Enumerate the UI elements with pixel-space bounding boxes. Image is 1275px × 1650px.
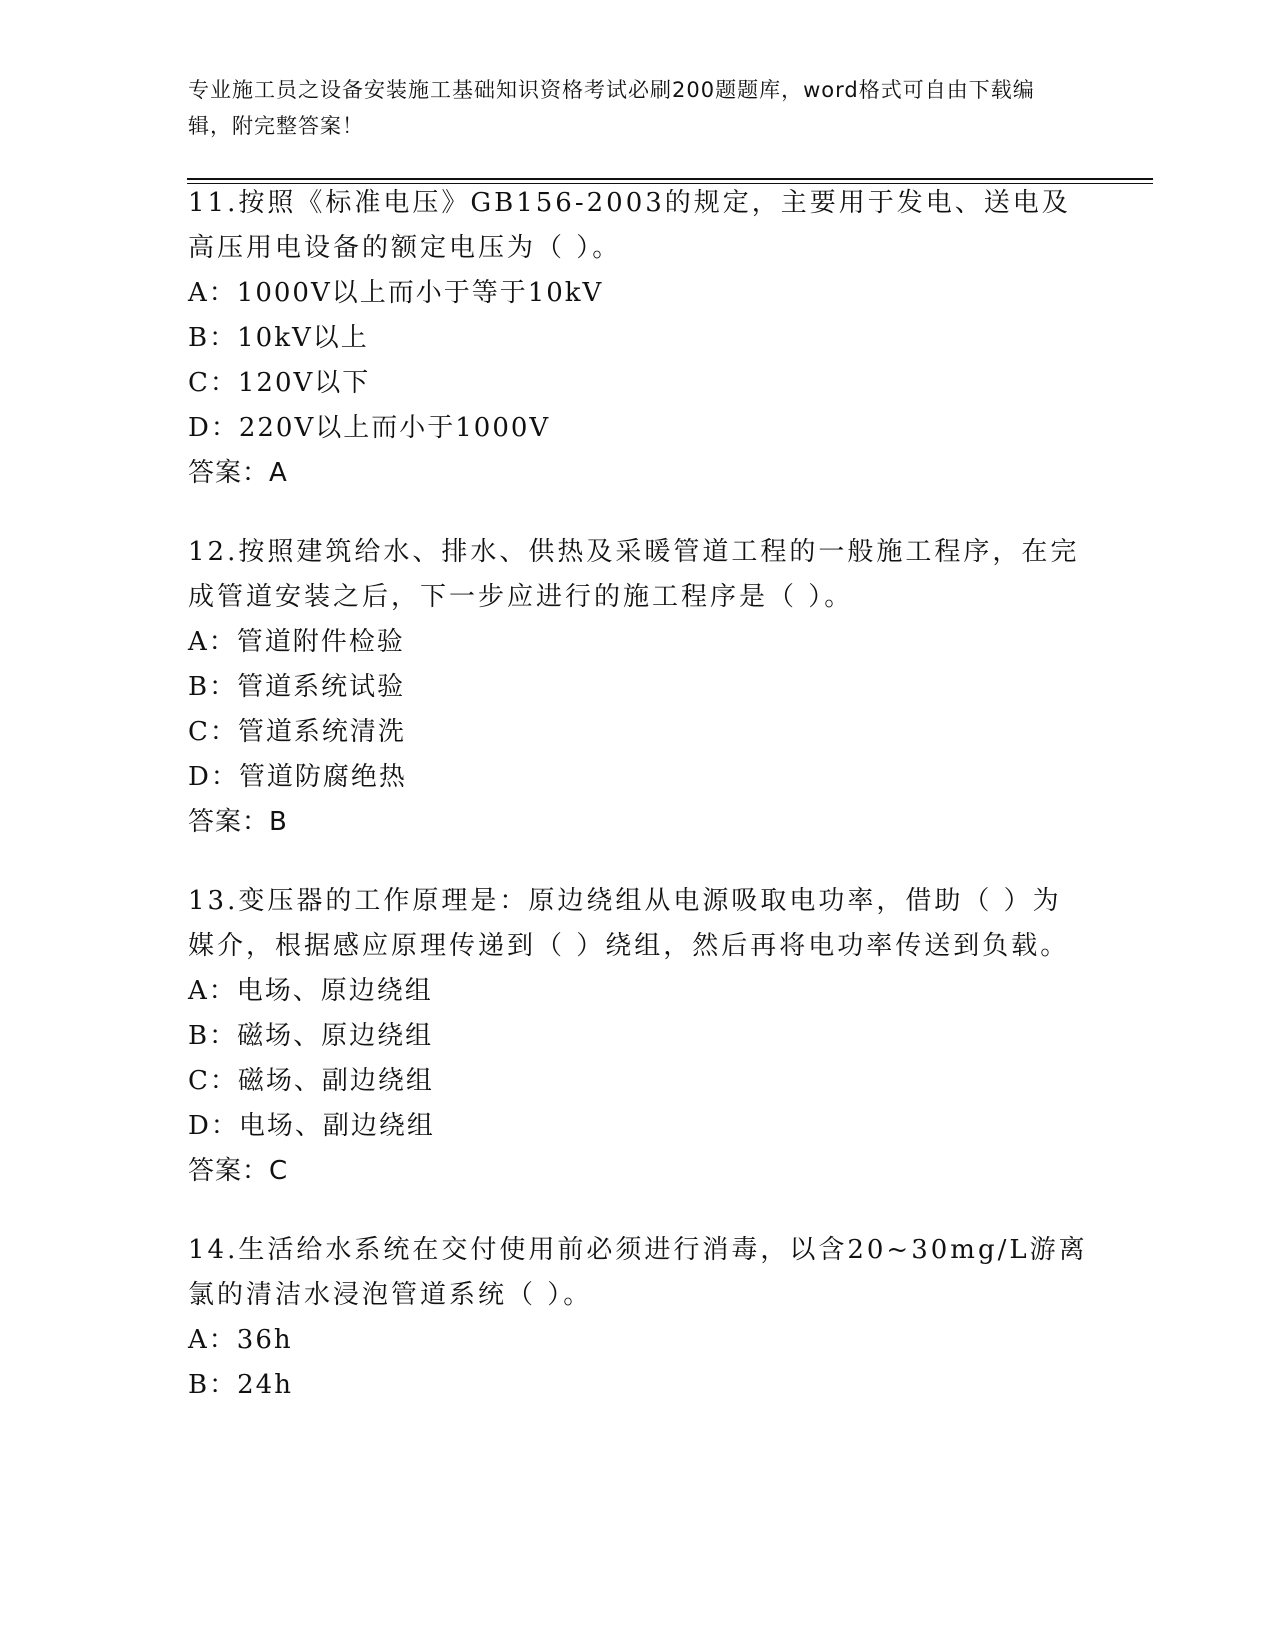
question-12 [188,530,1088,845]
option-d: D：220V以上而小于1000V [188,413,551,443]
option-c: C：管道系统清洗 [188,717,406,747]
question-11 [188,181,1088,496]
option-b: B：24h [188,1370,293,1400]
option-c: C：120V以下 [188,368,371,398]
question-stem: 14.生活给水系统在交付使用前必须进行消毒，以含20~30mg/L游离氯的清洁水浸泡管道系统（ ）。 [188,1235,1088,1310]
option-b: B：管道系统试验 [188,672,406,702]
question-stem: 11.按照《标准电压》GB156-2003的规定，主要用于发电、送电及高压用电设备的额定电压为（ ）。 [188,188,1071,263]
answer-line: 答案：C [188,1156,289,1186]
option-d: D：管道防腐绝热 [188,762,407,792]
question-14 [188,1228,1088,1408]
option-a: A：电场、原边绕组 [188,976,433,1006]
option-a: A：36h [188,1325,293,1355]
option-a: A：1000V以上而小于等于10kV [188,278,604,308]
option-d: D：电场、副边绕组 [188,1111,435,1141]
question-stem: 12.按照建筑给水、排水、供热及采暖管道工程的一般施工程序，在完成管道安装之后，下一步应进行的施工程序是（ ）。 [188,537,1080,612]
option-b: B：10kV以上 [188,323,369,353]
answer-line: 答案：B [188,807,288,837]
option-c: C：磁场、副边绕组 [188,1066,434,1096]
question-13 [188,879,1088,1194]
question-stem: 13.变压器的工作原理是：原边绕组从电源吸取电功率，借助（ ）为媒介，根据感应原理传递到（ ）绕组，然后再将电功率传送到负载。 [188,886,1070,961]
option-b: B：磁场、原边绕组 [188,1021,434,1051]
answer-line: 答案：A [188,458,288,488]
option-a: A：管道附件检验 [188,627,405,657]
header-divider-thick [187,178,1153,180]
document-intro: 专业施工员之设备安装施工基础知识资格考试必刷200题题库，word格式可自由下载编辑，附完整答案！ [188,78,1035,138]
